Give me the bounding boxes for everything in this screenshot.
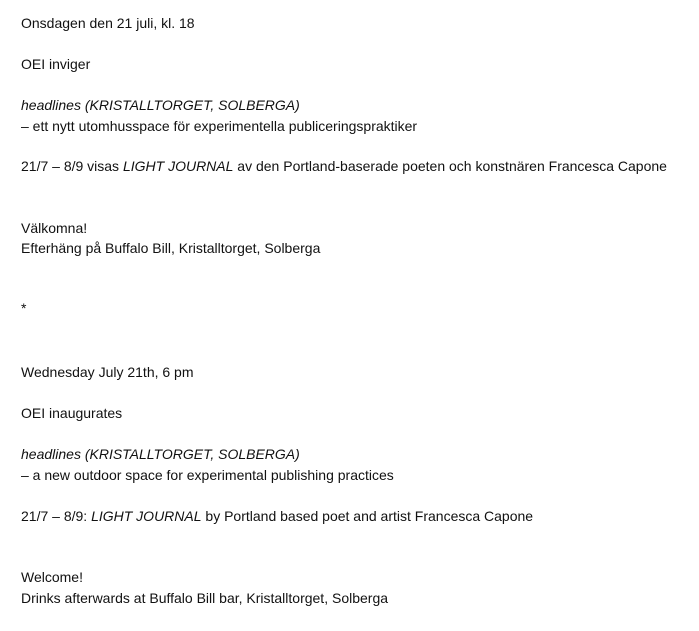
sv-headline-title: headlines (KRISTALLTORGET, SOLBERGA): [21, 97, 300, 113]
en-show-prefix: 21/7 – 8/9:: [21, 508, 92, 524]
en-show-suffix: by Portland based poet and artist Francesca Capone: [201, 508, 534, 524]
en-show-title: LIGHT JOURNAL: [91, 508, 202, 524]
sv-welcome: Välkomna!: [21, 220, 88, 236]
sv-date-line: Onsdagen den 21 juli, kl. 18: [21, 15, 195, 31]
sv-inviter-line: OEI inviger: [21, 56, 91, 72]
sv-show-line: [21, 157, 667, 175]
sv-show-suffix: av den Portland-baserade poeten och konstnären Francesca Capone: [233, 158, 667, 174]
sv-afterparty: Efterhäng på Buffalo Bill, Kristalltorget, Solberga: [21, 240, 321, 256]
en-afterparty: Drinks afterwards at Buffalo Bill bar, Kristalltorget, Solberga: [21, 590, 389, 606]
sv-show-prefix: 21/7 – 8/9 visas: [21, 158, 123, 174]
en-show-line: [21, 507, 533, 525]
en-date-line: Wednesday July 21th, 6 pm: [21, 364, 194, 380]
sv-headline-description: – ett nytt utomhusspace för experimentella publiceringspraktiker: [21, 118, 418, 134]
sv-show-title: LIGHT JOURNAL: [122, 158, 234, 174]
section-separator: *: [21, 300, 27, 316]
en-welcome: Welcome!: [21, 569, 83, 585]
en-inviter-line: OEI inaugurates: [21, 405, 123, 421]
en-headline-title: headlines (KRISTALLTORGET, SOLBERGA): [21, 446, 300, 462]
en-headline-description: – a new outdoor space for experimental publishing practices: [21, 467, 394, 483]
